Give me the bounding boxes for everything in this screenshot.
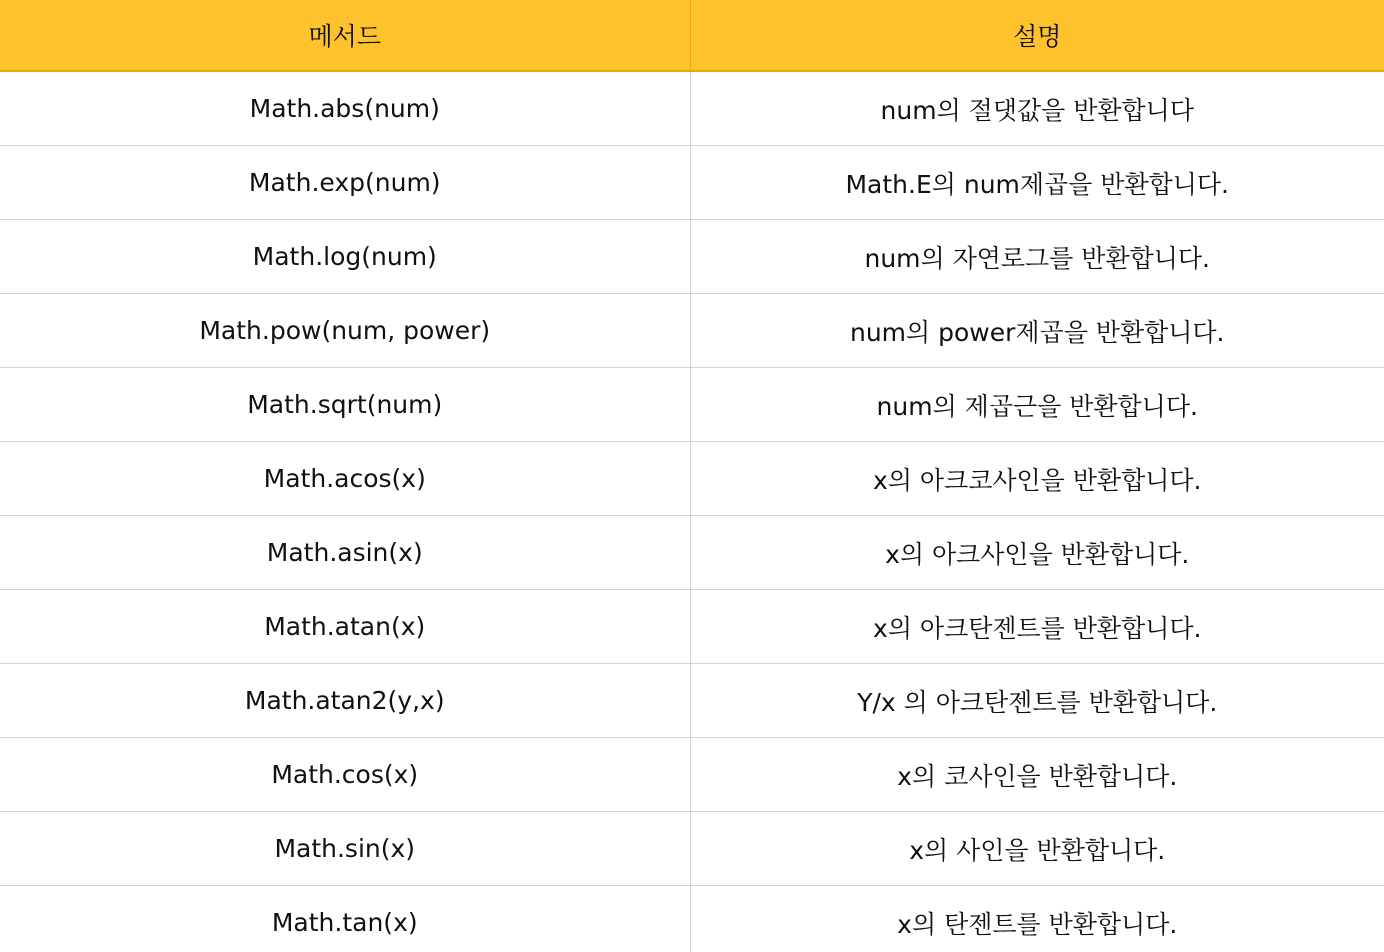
description-cell: x의 코사인을 반환합니다. <box>690 738 1384 812</box>
method-cell: Math.cos(x) <box>0 738 690 812</box>
description-cell: num의 절댓값을 반환합니다 <box>690 71 1384 146</box>
method-cell: Math.asin(x) <box>0 516 690 590</box>
description-cell: Y/x 의 아크탄젠트를 반환합니다. <box>690 664 1384 738</box>
method-cell: Math.atan2(y,x) <box>0 664 690 738</box>
description-cell: x의 아크코사인을 반환합니다. <box>690 442 1384 516</box>
table-row <box>0 146 1384 220</box>
header-method: 메서드 <box>0 0 690 71</box>
description-cell: x의 탄젠트를 반환합니다. <box>897 909 1178 939</box>
table-header-row <box>0 0 1384 71</box>
method-cell: Math.sqrt(num) <box>0 368 690 442</box>
method-cell: Math.sin(x) <box>0 812 690 886</box>
description-cell: x의 사인을 반환합니다. <box>690 812 1384 886</box>
description-cell: x의 아크탄젠트를 반환합니다. <box>690 590 1384 664</box>
method-cell: Math.tan(x) <box>0 886 690 952</box>
header-description: 설명 <box>690 0 1384 71</box>
description-cell: Math.E의 num제곱을 반환합니다. <box>690 146 1384 220</box>
table-row <box>0 516 1384 590</box>
table-row <box>0 71 1384 146</box>
description-cell: num의 자연로그를 반환합니다. <box>690 220 1384 294</box>
method-cell: Math.abs(num) <box>0 71 690 146</box>
description-cell: num의 제곱근을 반환합니다. <box>690 368 1384 442</box>
table-row <box>0 368 1384 442</box>
table-row <box>0 664 1384 738</box>
table-row <box>0 886 1384 952</box>
method-cell: Math.acos(x) <box>0 442 690 516</box>
table-row <box>0 294 1384 368</box>
table-row <box>0 442 1384 516</box>
method-cell: Math.atan(x) <box>0 590 690 664</box>
method-cell: Math.exp(num) <box>0 146 690 220</box>
table-row <box>0 738 1384 812</box>
description-cell: x의 아크사인을 반환합니다. <box>690 516 1384 590</box>
table-row <box>0 220 1384 294</box>
method-cell: Math.log(num) <box>0 220 690 294</box>
table-row <box>0 812 1384 886</box>
description-cell: num의 power제곱을 반환합니다. <box>690 294 1384 368</box>
table-row <box>0 590 1384 664</box>
method-cell: Math.pow(num, power) <box>0 294 690 368</box>
